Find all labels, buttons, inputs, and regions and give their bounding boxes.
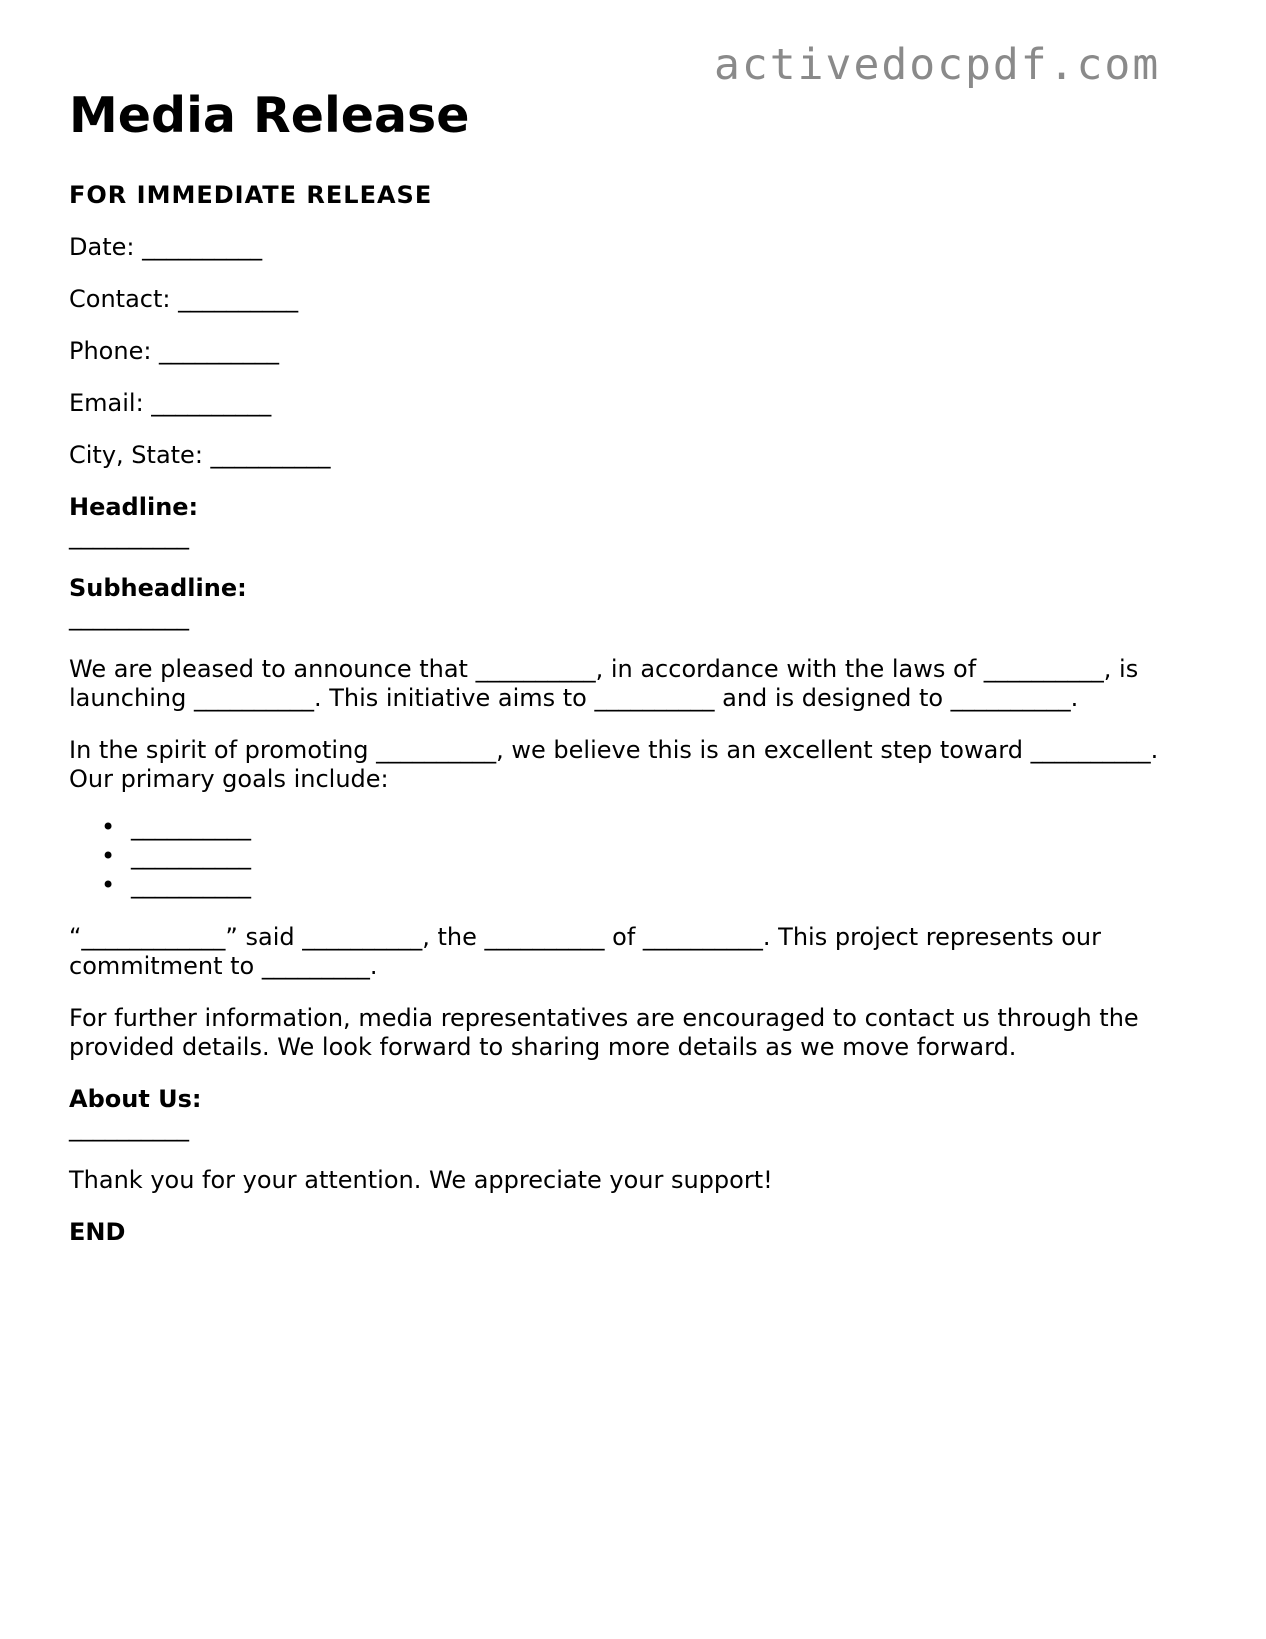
subheadline-blank: __________ [69,603,189,631]
about-blank: __________ [69,1114,189,1142]
email-field: Email: __________ [69,389,272,417]
phone-field: Phone: __________ [69,337,280,365]
goal-blank: __________ [131,813,251,841]
contact-field: Contact: __________ [69,285,299,313]
page-title: Media Release [69,87,470,144]
about-label: About Us: [69,1085,202,1113]
thanks-text: Thank you for your attention. We appreciate your support! [69,1166,773,1194]
headline-blank: __________ [69,522,189,550]
document-body [69,181,1199,1270]
announcement-paragraph: We are pleased to announce that __________, in accordance with the laws of __________, is launching __________. This initiative aims to __________ and is designed to __________. [69,655,1139,712]
end-marker: END [69,1218,126,1246]
subheadline-label: Subheadline: [69,574,247,602]
date-field: Date: __________ [69,233,263,261]
goal-blank: __________ [131,842,251,870]
bullet-icon: • [101,813,116,841]
headline-section [69,493,1199,551]
watermark: activedocpdf.com [714,40,1161,90]
bullet-icon: • [101,871,116,899]
quote-paragraph: “____________” said __________, the __________ of __________. This project represents our commitment to _________. [69,923,1101,980]
further-info-paragraph: For further information, media representatives are encouraged to contact us through the provided details. We look forward to sharing more details as we move forward. [69,1004,1139,1061]
release-label: FOR IMMEDIATE RELEASE [69,181,433,209]
list-item [101,842,1199,871]
headline-label: Headline: [69,493,199,521]
list-item [101,871,1199,900]
goals-list [69,794,1199,900]
list-item [101,813,1199,842]
city-state-field: City, State: __________ [69,441,331,469]
subheadline-section [69,574,1199,632]
goals-intro-paragraph: In the spirit of promoting __________, we believe this is an excellent step toward __________. Our primary goals include: [69,736,1159,793]
about-section [69,1085,1199,1143]
bullet-icon: • [101,842,116,870]
goal-blank: __________ [131,871,251,899]
